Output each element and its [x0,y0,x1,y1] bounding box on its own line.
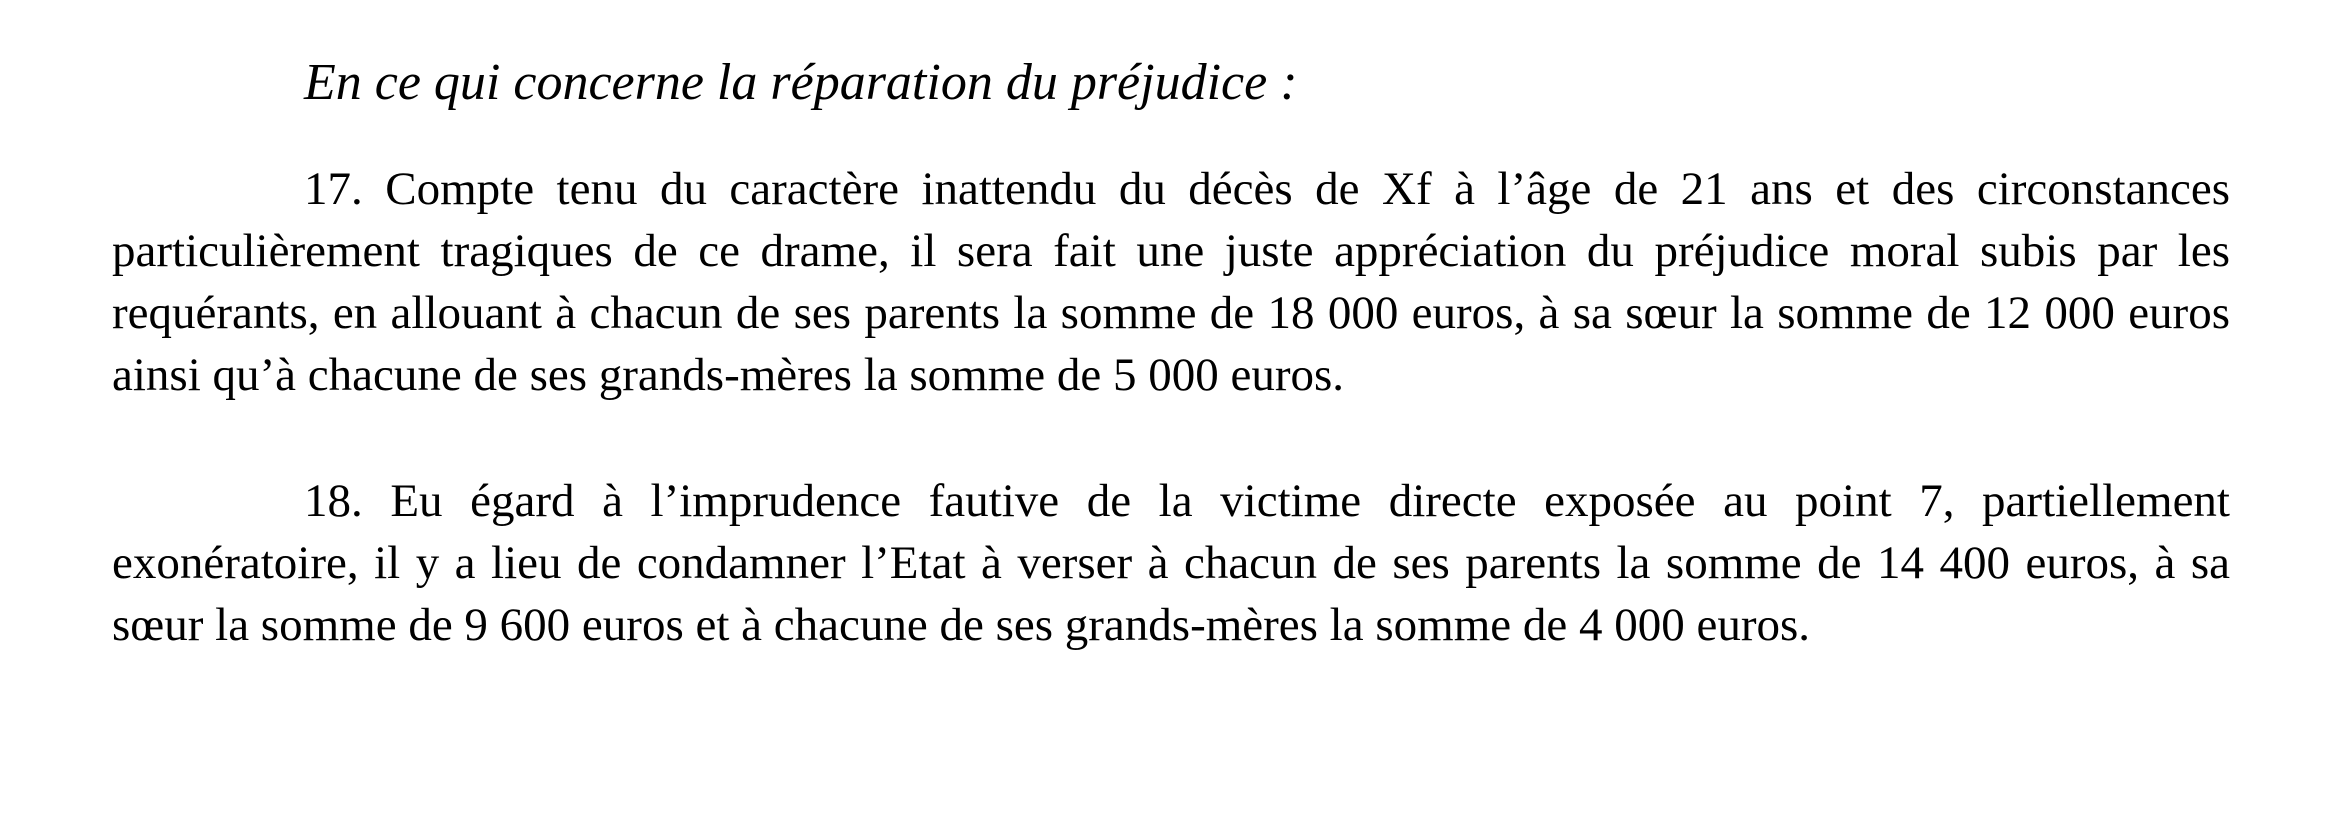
document-page [112,52,2230,656]
section-heading: En ce qui concerne la réparation du préjudice : [304,54,1298,111]
paragraph-18: 18. Eu égard à l’imprudence fautive de la victime directe exposée au point 7, partiellement exonératoire, il y a lieu de condamner l’Etat à verser à chacun de ses parents la somme de 14 400 euros, à sa sœur la somme de 9 600 euros et à chacune de ses grands-mères la somme de 4 000 euros. [112,475,2230,651]
paragraph-17: 17. Compte tenu du caractère inattendu du décès de Xf à l’âge de 21 ans et des circonstances particulièrement tragiques de ce drame, il sera fait une juste appréciation du préjudice moral subis par les requérants, en allouant à chacun de ses parents la somme de 18 000 euros, à sa sœur la somme de 12 000 euros ainsi qu’à chacune de ses grands-mères la somme de 5 000 euros. [112,163,2230,401]
